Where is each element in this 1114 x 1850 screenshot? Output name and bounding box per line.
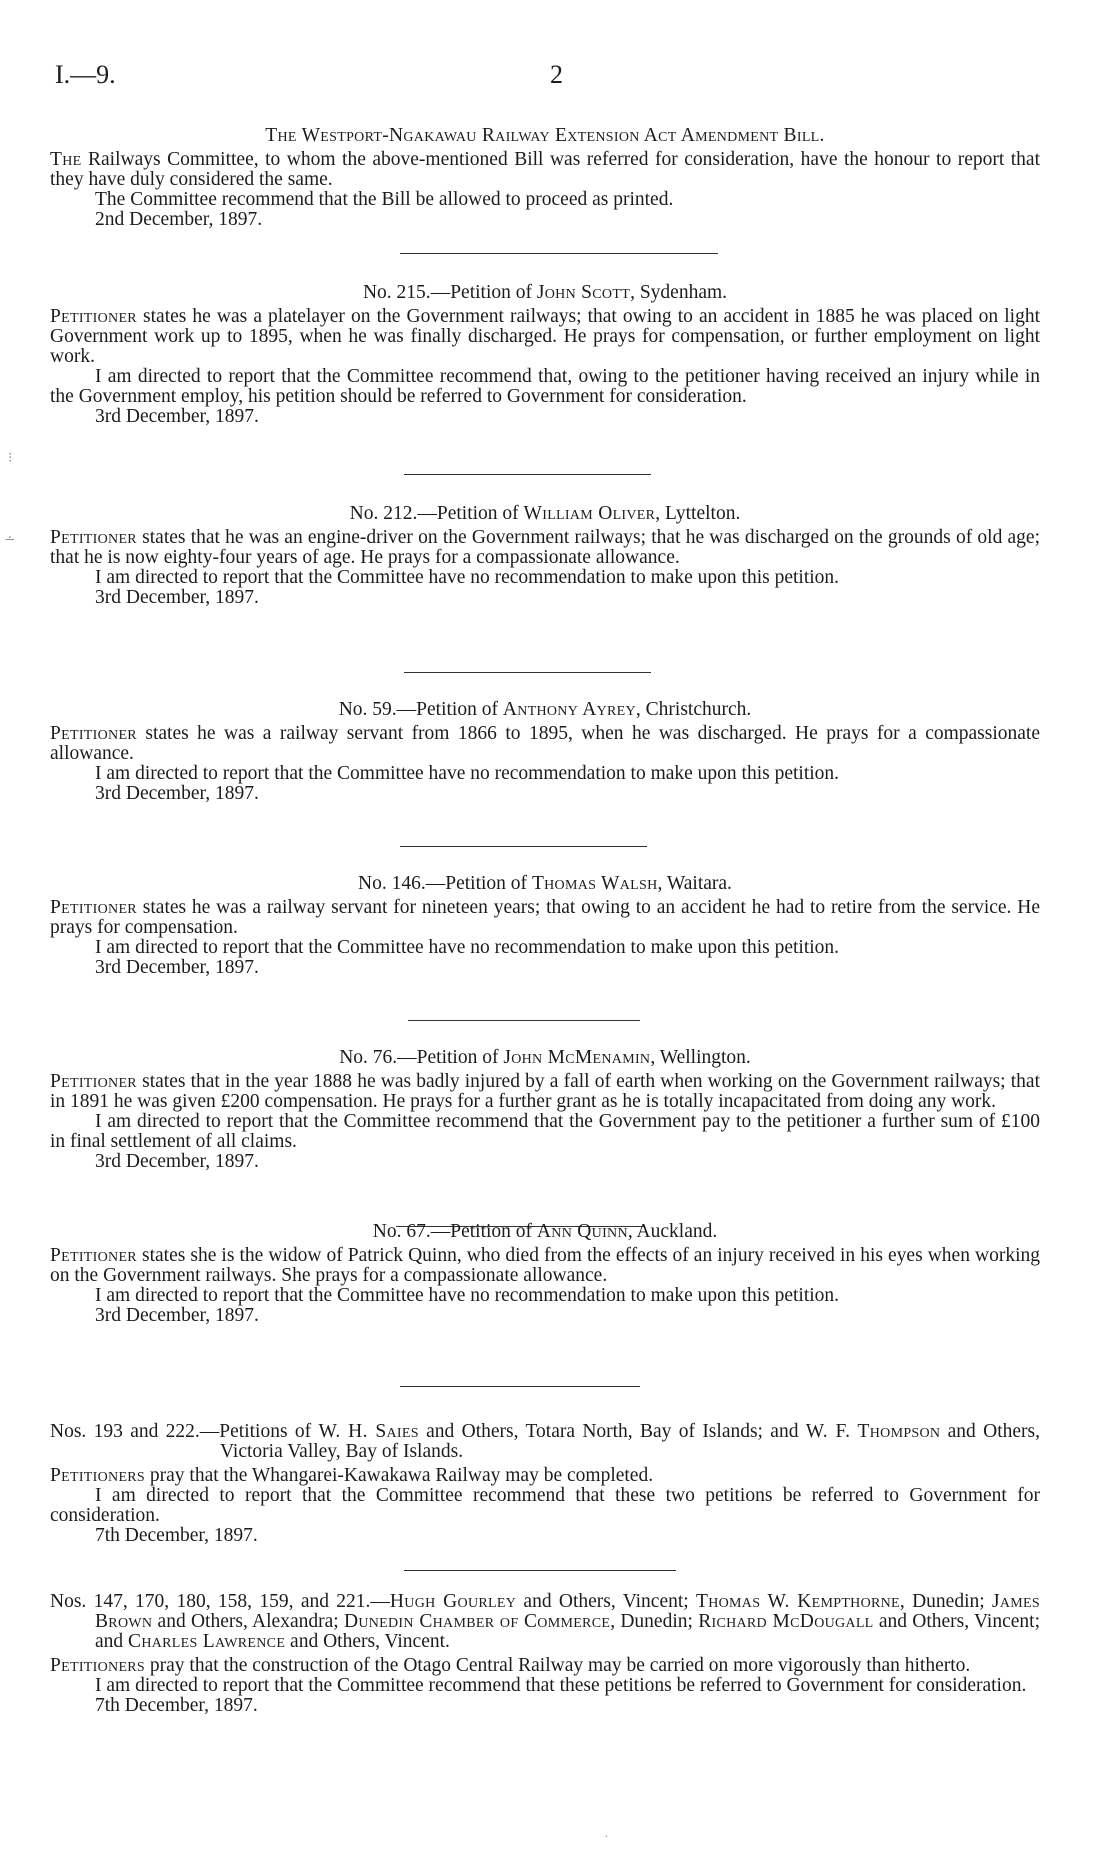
title-text: , Dunedin; (899, 1591, 992, 1612)
petitioner-name: Richard McDougall (698, 1611, 874, 1632)
petition-statement (50, 1656, 1040, 1676)
statement-text: states he was a railway servant from 1866 to 1895, when he was discharged. He prays for a compassionate allowance. (50, 723, 1041, 764)
scan-speck: ∸ (4, 533, 16, 548)
petition-title (50, 700, 1040, 720)
petitions-147-221 (50, 1592, 1040, 1716)
petition-lead-word: Petitioners (50, 1465, 146, 1486)
petition-number: No. 76. (339, 1047, 398, 1068)
petition-date: 3rd December, 1897. (95, 587, 259, 608)
petition-statement (50, 1466, 1040, 1486)
petition-date: 7th December, 1897. (95, 1695, 258, 1716)
petition-label: —Petition of (417, 503, 519, 524)
petition-statement (50, 528, 1040, 568)
petition-lead-word: Petitioner (50, 306, 137, 327)
petition-lead-word: Petitioners (50, 1655, 146, 1676)
petitions-193-222 (50, 1422, 1040, 1546)
title-text: and Others, Vincent. (285, 1631, 450, 1652)
petitioner-name: Thomas W. Kempthorne (696, 1591, 900, 1612)
title-text: and Others, Alexandra; (152, 1611, 344, 1632)
title-text: and Others, Totara North, Bay of Islands; and (418, 1421, 806, 1442)
statement-text: states he was a railway servant for nineteen years; that owing to an accident he had to retire from the service. He prays for compensation. (50, 897, 1041, 938)
petitioner-name: Hugh Gourley (389, 1591, 517, 1612)
title-text: and Others, Vincent; and (95, 1611, 1040, 1652)
section-divider (404, 474, 651, 475)
title-text: Nos. 193 and 222.—Petitions of (50, 1421, 319, 1442)
petitioner-name: William Oliver (523, 503, 656, 524)
petition-title (50, 1048, 1040, 1068)
petition-report: I am directed to report that the Committee recommend that the Government pay to the petitioner a further sum of £100 in final settlement of all claims. (50, 1111, 1040, 1152)
statement-text: pray that the construction of the Otago Central Railway may be carried on more vigorously than hitherto. (149, 1655, 971, 1676)
section-divider (404, 672, 651, 673)
title-text: , Dunedin; (610, 1611, 699, 1632)
petitioner-name: Ann Quinn (536, 1221, 628, 1242)
petition-number: No. 67. (372, 1221, 431, 1242)
statement-text: states that in the year 1888 he was badly injured by a fall of earth when working on the Government railways; that in 1891 he was given £200 compensation. He prays for a further grant as he is totally incapacitated from doing any work. (50, 1071, 1041, 1112)
petition-report: I am directed to report that the Committee have no recommendation to make upon this petition. (95, 937, 840, 958)
petition-report: I am directed to report that the Committee recommend that, owing to the petitioner having received an injury while in the Government employ, his petition should be referred to Government for consideration. (50, 366, 1040, 407)
petitioner-name: Dunedin Chamber of Commerce (343, 1611, 611, 1632)
petition-lead-word: Petitioner (50, 1245, 137, 1266)
section-divider (400, 1386, 640, 1387)
statement-text: states he was a platelayer on the Government railways; that owing to an accident in 1885 he was placed on light Government work up to 1895, when he was finally discharged. He prays for compensation, or further employment on light work. (50, 306, 1041, 367)
bill-body (50, 150, 1040, 190)
title-text: and Others, Vincent; (516, 1591, 697, 1612)
petition-statement (50, 1246, 1040, 1286)
statement-text: states that he was an engine-driver on the Government railways; that he was discharged on the grounds of old age; that he is now eighty-four years of age. He prays for a compassionate allowance. (50, 527, 1041, 568)
petition-76 (50, 1048, 1040, 1172)
petition-title (50, 504, 1040, 524)
petition-number: No. 215. (362, 282, 431, 303)
petition-212 (50, 504, 1040, 608)
section-divider (400, 253, 718, 254)
petition-59 (50, 700, 1040, 804)
petition-date: 7th December, 1897. (95, 1525, 258, 1546)
petition-report: I am directed to report that the Committee have no recommendation to make upon this petition. (95, 567, 840, 588)
page-header (55, 60, 1055, 100)
petition-title (50, 874, 1040, 894)
petitioner-place: , Sydenham. (630, 282, 728, 303)
petitions-group-title (50, 1592, 1040, 1652)
petition-number: No. 59. (338, 699, 397, 720)
petition-number: No. 212. (349, 503, 418, 524)
title-text: Nos. 147, 170, 180, 158, 159, and 221.— (50, 1591, 390, 1612)
petitioner-name: Charles Lawrence (128, 1631, 286, 1652)
petitioner-name: Anthony Ayrey (502, 699, 636, 720)
petition-label: —Petition of (397, 1047, 499, 1068)
petition-date: 3rd December, 1897. (95, 1305, 259, 1326)
petitioner-place: , Auckland. (627, 1221, 718, 1242)
petitioner-name: John Scott (536, 282, 631, 303)
petition-label: —Petition of (430, 1221, 533, 1242)
petitioner-place: , Lyttelton. (655, 503, 741, 524)
petition-number: No. 146. (358, 873, 426, 894)
petition-statement (50, 1072, 1040, 1112)
scan-speck: ⁝ (8, 451, 13, 466)
bill-lead-word: The (50, 149, 82, 170)
petition-date: 3rd December, 1897. (95, 406, 259, 427)
statement-text: states she is the widow of Patrick Quinn, who died from the effects of an injury received in his eyes when working on the Government railways. She prays for a compassionate allowance. (50, 1245, 1041, 1286)
petition-lead-word: Petitioner (50, 527, 137, 548)
section-divider (400, 846, 647, 847)
petition-67 (50, 1222, 1040, 1326)
bill-recommendation: The Committee recommend that the Bill be allowed to proceed as printed. (95, 189, 674, 210)
petition-statement (50, 724, 1040, 764)
petition-report: I am directed to report that the Committee recommend that these two petitions be referred to Government for consideration. (50, 1485, 1040, 1526)
paper-reference: I.—9. (55, 60, 116, 89)
page-number: 2 (550, 60, 563, 89)
bill-date: 2nd December, 1897. (95, 209, 263, 230)
petition-146 (50, 874, 1040, 978)
petition-label: —Petition of (430, 282, 532, 303)
petitioner-name: Thomas Walsh (531, 873, 658, 894)
petitioner-name: W. F. Thompson (805, 1421, 941, 1442)
statement-text: pray that the Whangarei-Kawakawa Railway may be completed. (149, 1465, 654, 1486)
title-text: and Others, Victoria Valley, Bay of Islands. (220, 1421, 1040, 1462)
petition-report: I am directed to report that the Committee recommend that these petitions be referred to Government for consideration. (95, 1675, 1027, 1696)
petitions-group-title (50, 1422, 1040, 1462)
petition-215 (50, 283, 1040, 427)
petition-date: 3rd December, 1897. (95, 1151, 259, 1172)
petitioner-place: , Waitara. (657, 873, 732, 894)
petition-lead-word: Petitioner (50, 897, 137, 918)
petition-statement (50, 898, 1040, 938)
petitioner-name: James Brown (95, 1591, 1040, 1632)
petitioner-name: W. H. Saies (318, 1421, 419, 1442)
section-divider (408, 1020, 640, 1021)
petition-report: I am directed to report that the Committee have no recommendation to make upon this petition. (95, 1285, 840, 1306)
petitioner-name: John McMenamin (503, 1047, 651, 1068)
petition-label: —Petition of (396, 699, 498, 720)
petitioner-place: , Wellington. (650, 1047, 751, 1068)
petition-date: 3rd December, 1897. (95, 783, 259, 804)
petition-title (50, 1222, 1040, 1242)
petition-title (50, 283, 1040, 303)
scan-speck: · (604, 1830, 609, 1845)
bill-text: Railways Committee, to whom the above-mentioned Bill was referred for consideration, have the honour to report that they have duly considered the same. (50, 149, 1041, 190)
bill-title: The Westport-Ngakawau Railway Extension Act Amendment Bill. (265, 125, 825, 146)
petition-lead-word: Petitioner (50, 1071, 137, 1092)
petition-report: I am directed to report that the Committee have no recommendation to make upon this petition. (95, 763, 840, 784)
petition-statement (50, 307, 1040, 367)
section-divider (404, 1570, 676, 1571)
petition-date: 3rd December, 1897. (95, 957, 259, 978)
bill-section (50, 126, 1040, 230)
petition-label: —Petition of (425, 873, 528, 894)
petitioner-place: , Christchurch. (635, 699, 752, 720)
petition-lead-word: Petitioner (50, 723, 137, 744)
